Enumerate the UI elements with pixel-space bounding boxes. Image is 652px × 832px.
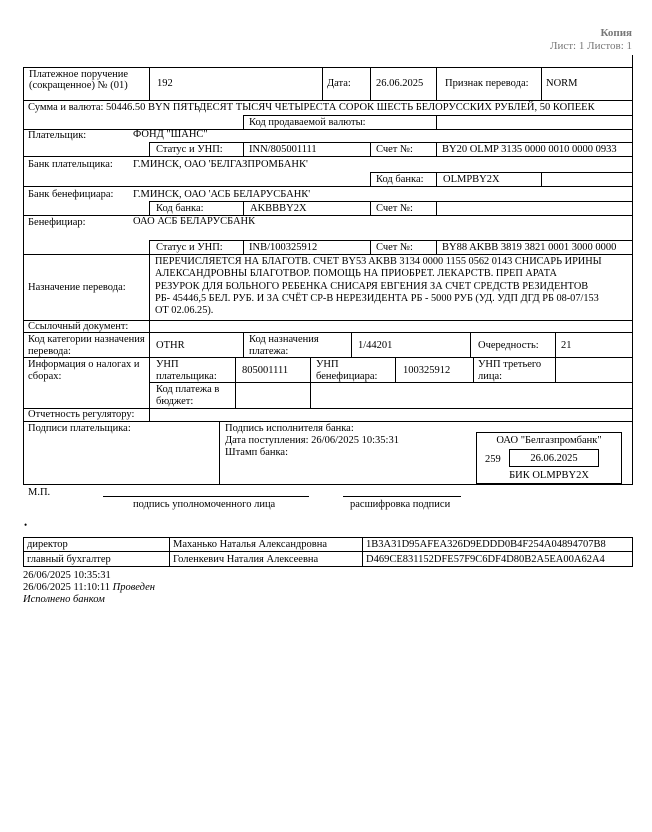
benef-bank-name: Г.МИНСК, ОАО 'АСБ БЕЛАРУСБАНК' — [133, 189, 311, 200]
order-number: 192 — [157, 78, 173, 89]
benef-status-label: Статус и УНП: — [156, 242, 223, 253]
payer-status-label: Статус и УНП: — [156, 144, 223, 155]
taxes-label: Информация о налогах и сборах: — [28, 359, 140, 382]
received-date: Дата поступления: 26/06/2025 10:35:31 — [225, 435, 399, 446]
payer-bank-label: Банк плательщика: — [28, 159, 113, 170]
payer-signatures-label: Подписи плательщика: — [28, 423, 131, 434]
purpose-line: АЛЕКСАНДРОВНЫ БЛАГОТВОР. ПОМОЩЬ НА ПРИОБРЕТ. ЛЕКАРСТВ. ПРЕП АРАТА — [155, 268, 557, 280]
payer-name: ФОНД "ШАНС" — [133, 129, 208, 140]
payer-bank-name: Г.МИНСК, ОАО 'БЕЛГАЗПРОМБАНК' — [133, 159, 308, 170]
purpose-label: Назначение перевода: — [28, 282, 126, 293]
stamp-label: Штамп банка: — [225, 447, 288, 458]
executed-by-bank: Исполнено банком — [23, 594, 105, 605]
payer-unp: 805001111 — [242, 365, 289, 376]
transfer-sign: NORM — [546, 78, 578, 89]
stamp-date: 26.06.2025 — [530, 453, 578, 464]
payer-account-label: Счет №: — [376, 144, 413, 155]
log-entry — [23, 582, 155, 594]
header-tick — [632, 55, 633, 67]
decode-sign-line — [343, 496, 461, 497]
date-label: Дата: — [327, 78, 351, 89]
authorized-sign-line — [103, 496, 309, 497]
purpose-line: ОТ 02.06.25). — [155, 305, 214, 317]
copy-label: Копия — [600, 27, 632, 39]
stamp-number: 259 — [485, 454, 501, 465]
order-date: 26.06.2025 — [376, 78, 424, 89]
benef-bank-code-label: Код банка: — [156, 203, 204, 214]
category-label: Код категории назначения перевода: — [28, 334, 145, 357]
sold-currency-label: Код продаваемой валюты: — [249, 117, 366, 128]
signer-hash: 1B3A31D95AFEA326D9EDDD0B4F254A04894707B8 — [366, 539, 606, 550]
executor-signature-label: Подпись исполнителя банка: — [225, 423, 354, 434]
amount-text: Сумма и валюта: 50446.50 BYN ПЯТЬДЕСЯТ ТЫСЯЧ ЧЕТЫРЕСТА СОРОК ШЕСТЬ БЕЛОРУССКИХ РУБЛЕЙ, 50 КОПЕЕК — [28, 102, 595, 113]
order-type-label: Платежное поручение (сокращенное) № (01) — [29, 69, 129, 92]
log-status: Проведен — [112, 582, 155, 593]
benef-bank-code: AKBBBY2X — [250, 203, 307, 214]
third-unp-label: УНП третьего лица: — [478, 359, 542, 382]
purpose-line: ПЕРЕЧИСЛЯЕТСЯ НА БЛАГОТВ. СЧЕТ BY53 AKBB 3134 0000 1155 0562 0143 СНИСАРЬ ИРИНЫ — [155, 256, 602, 267]
benef-unp-label: УНП бенефициара: — [316, 359, 378, 382]
benef-account: BY88 AKBB 3819 3821 0001 3000 0000 — [442, 242, 617, 253]
log-time-2: 26/06/2025 11:10:11 — [23, 582, 111, 593]
payer-status: INN/805001111 — [249, 144, 317, 155]
benef-status: INB/100325912 — [249, 242, 318, 253]
stamp-bank-name: ОАО "Белгазпромбанк" — [496, 435, 602, 446]
purpose-code: 1/44201 — [358, 340, 393, 351]
sheets-label: Лист: 1 Листов: 1 — [550, 40, 632, 52]
regulator-label: Отчетность регулятору: — [28, 409, 135, 420]
signer-role: главный бухгалтер — [27, 554, 111, 565]
purpose-code-label: Код назначения платежа: — [249, 334, 319, 357]
mp-label: М.П. — [28, 487, 51, 498]
bullet: • — [24, 520, 28, 530]
transfer-sign-label: Признак перевода: — [445, 78, 529, 89]
payer-label: Плательщик: — [28, 130, 87, 141]
stamp-bic: БИК OLMPBY2X — [509, 470, 589, 481]
payer-account: BY20 OLMP 3135 0000 0010 0000 0933 — [442, 144, 617, 155]
benef-bank-label: Банк бенефициара: — [28, 189, 114, 200]
signer-name: Маханько Наталья Александровна — [173, 539, 328, 550]
benef-bank-account-label: Счет №: — [376, 203, 413, 214]
beneficiary-name: ОАО АСБ БЕЛАРУСБАНК — [133, 216, 256, 227]
purpose-line: РЕЗУРОК ДЛЯ БОЛЬНОГО РЕБЕНКА СНИСАРЯ ЕВГЕНИЯ ЗА СЧЕТ СРЕДСТВ РЕЗИДЕНТОВ — [155, 280, 589, 292]
priority: 21 — [561, 340, 572, 351]
benef-unp: 100325912 — [403, 365, 451, 376]
category-value: OTHR — [156, 340, 185, 351]
purpose-text — [155, 256, 602, 317]
payer-unp-label: УНП плательщика: — [156, 359, 217, 382]
beneficiary-label: Бенефициар: — [28, 217, 86, 228]
decode-sign-caption: расшифровка подписи — [350, 499, 451, 510]
payer-bank-code: OLMPBY2X — [443, 174, 500, 185]
signer-role: директор — [27, 539, 68, 550]
reference-doc-label: Ссылочный документ: — [28, 321, 129, 332]
signer-hash: D469CE831152DFE57F9C6DF4D80B2A5EA00A62A4 — [366, 554, 605, 565]
payer-bank-code-label: Код банка: — [376, 174, 424, 185]
authorized-sign-caption: подпись уполномоченного лица — [133, 499, 276, 510]
signer-name: Голенкевич Наталия Алексеевна — [173, 554, 319, 565]
budget-code-label: Код платежа в бюджет: — [156, 384, 220, 407]
priority-label: Очередность: — [478, 340, 539, 351]
log-time-1: 26/06/2025 10:35:31 — [23, 570, 111, 581]
purpose-line: РБ- 45446,5 БЕЛ. РУБ. И ЗА СЧЁТ СР-В НЕРЕЗИДЕНТА РБ - 5000 РУБ (УД. УДП ДГД РБ 08-07/153 — [155, 292, 599, 304]
benef-account-label: Счет №: — [376, 242, 413, 253]
